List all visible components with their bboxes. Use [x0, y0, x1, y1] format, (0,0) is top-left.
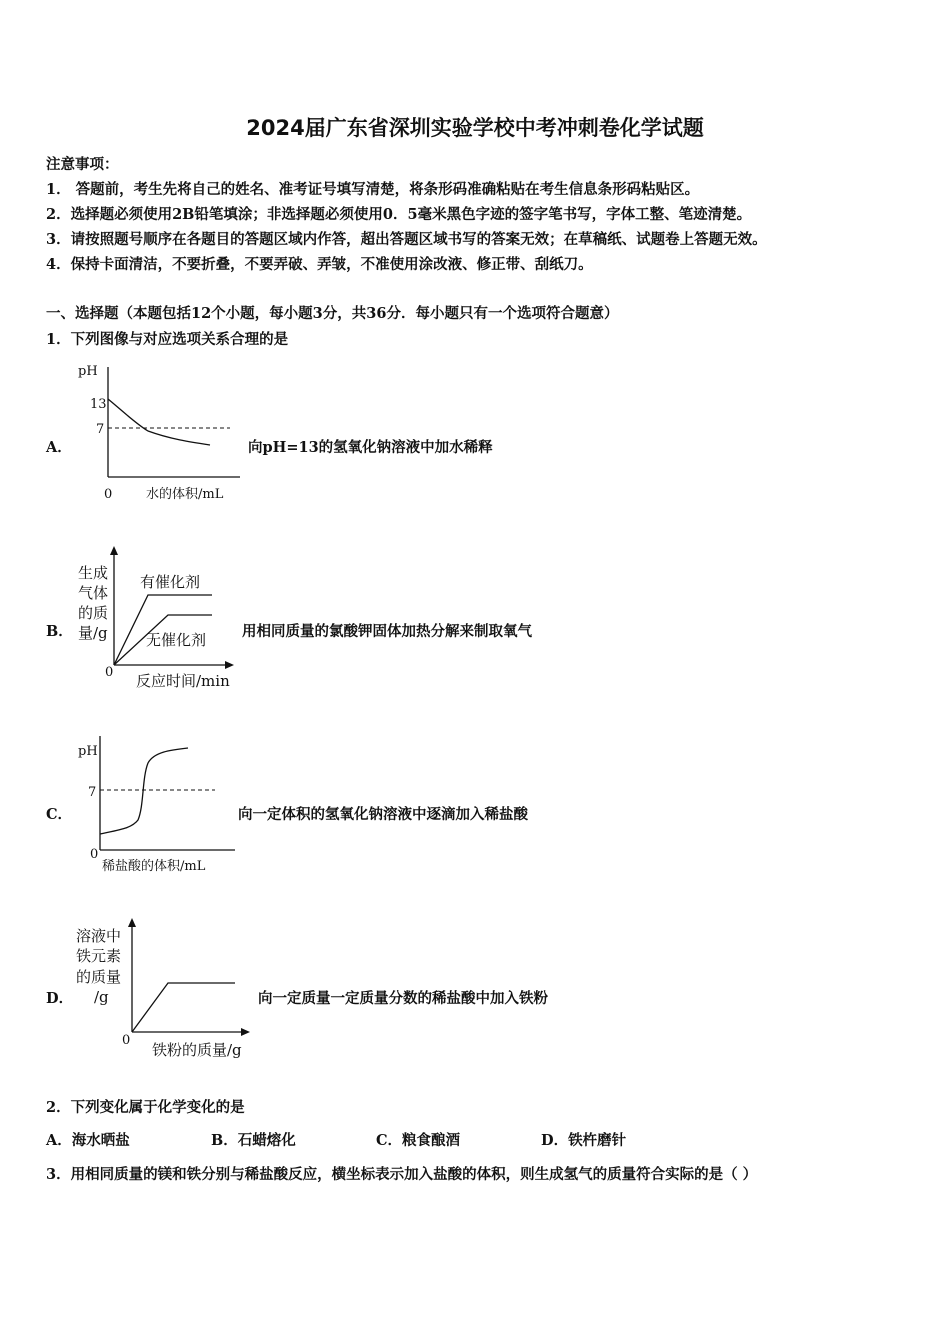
- graph-b-curve-catalyst: [114, 595, 212, 665]
- graph-b-no-catalyst-label: 无催化剂: [146, 631, 207, 649]
- question-2-stem: 2．下列变化属于化学变化的是: [46, 1099, 245, 1116]
- question-2-choice-a: A．海水晒盐: [46, 1132, 130, 1149]
- graph-b-y-label-3: 的质: [78, 604, 109, 622]
- graph-b-x-arrow: [225, 661, 234, 669]
- graph-b-origin: 0: [105, 665, 114, 680]
- question-2-choice-b: B．石蜡熔化: [211, 1132, 296, 1149]
- option-d-desc: 向一定质量一定质量分数的稀盐酸中加入铁粉: [258, 990, 548, 1007]
- notice-item-2: 2．选择题必须使用2B铅笔填涂；非选择题必须使用0．5毫米黑色字迹的签字笔书写，字体工整、笔迹清楚。: [46, 206, 752, 223]
- graph-b-y-label-1: 生成: [78, 564, 109, 582]
- question-2-choice-c: C．粮食酿酒: [376, 1132, 461, 1149]
- option-b-label: B．: [46, 623, 73, 640]
- option-a-label: A．: [46, 439, 72, 456]
- graph-d-origin: 0: [122, 1033, 131, 1048]
- graph-a-tick-13: 13: [90, 397, 107, 412]
- graph-a-origin: 0: [104, 487, 113, 502]
- option-a-desc: 向pH=13的氢氧化钠溶液中加水稀释: [248, 439, 493, 456]
- graph-a-y-label: pH: [78, 364, 98, 379]
- notice-heading: 注意事项：: [46, 156, 119, 173]
- graph-b-y-label-4: 量/g: [78, 624, 108, 642]
- graph-c-y-label: pH: [78, 744, 98, 759]
- graph-d-x-arrow: [241, 1028, 250, 1036]
- question-3-stem: 3．用相同质量的镁和铁分别与稀盐酸反应，横坐标表示加入盐酸的体积，则生成氢气的质量符合实际的是（ ）: [46, 1166, 758, 1183]
- graph-d-y-label-2: 铁元素: [76, 947, 122, 965]
- question-1-stem: 1．下列图像与对应选项关系合理的是: [46, 331, 289, 348]
- graph-c: [70, 728, 245, 878]
- graph-c-x-label: 稀盐酸的体积/mL: [102, 859, 206, 874]
- page-title: 2024届广东省深圳实验学校中考冲刺卷化学试题: [246, 116, 704, 140]
- option-c-label: C．: [46, 806, 73, 823]
- notice-item-1: 1． 答题前，考生先将自己的姓名、准考证号填写清楚，将条形码准确粘贴在考生信息条形码粘贴区。: [46, 181, 700, 198]
- graph-d-y-label-1: 溶液中: [76, 927, 122, 945]
- graph-c-curve: [100, 748, 188, 834]
- graph-b-x-label: 反应时间/min: [136, 672, 230, 690]
- graph-a-tick-7: 7: [96, 422, 105, 437]
- section-heading: 一、选择题（本题包括12个小题，每小题3分，共36分．每小题只有一个选项符合题意）: [46, 305, 619, 322]
- graph-b-catalyst-label: 有催化剂: [140, 573, 201, 591]
- graph-d-curve: [132, 983, 235, 1032]
- graph-d-y-label-4: /g: [94, 988, 109, 1006]
- graph-b-y-arrow: [110, 546, 118, 555]
- graph-d: [70, 915, 260, 1065]
- graph-c-origin: 0: [90, 847, 99, 862]
- graph-d-y-arrow: [128, 918, 136, 927]
- graph-a: [70, 355, 250, 505]
- option-b-desc: 用相同质量的氯酸钾固体加热分解来制取氧气: [242, 623, 532, 640]
- graph-d-y-label-3: 的质量: [76, 968, 122, 986]
- graph-a-curve: [108, 399, 210, 445]
- notice-item-3: 3．请按照题号顺序在各题目的答题区域内作答，超出答题区域书写的答案无效；在草稿纸、试题卷上答题无效。: [46, 231, 767, 248]
- graph-d-x-label: 铁粉的质量/g: [152, 1041, 242, 1059]
- graph-c-tick-7: 7: [88, 785, 97, 800]
- question-2-choice-d: D．铁杵磨针: [541, 1132, 627, 1149]
- graph-b-y-label-2: 气体: [78, 584, 109, 602]
- graph-b: [70, 543, 245, 693]
- graph-a-x-label: 水的体积/mL: [146, 487, 224, 502]
- option-c-desc: 向一定体积的氢氧化钠溶液中逐滴加入稀盐酸: [238, 806, 528, 823]
- notice-item-4: 4．保持卡面清洁，不要折叠，不要弄破、弄皱，不准使用涂改液、修正带、刮纸刀。: [46, 256, 593, 273]
- option-d-label: D．: [46, 990, 74, 1007]
